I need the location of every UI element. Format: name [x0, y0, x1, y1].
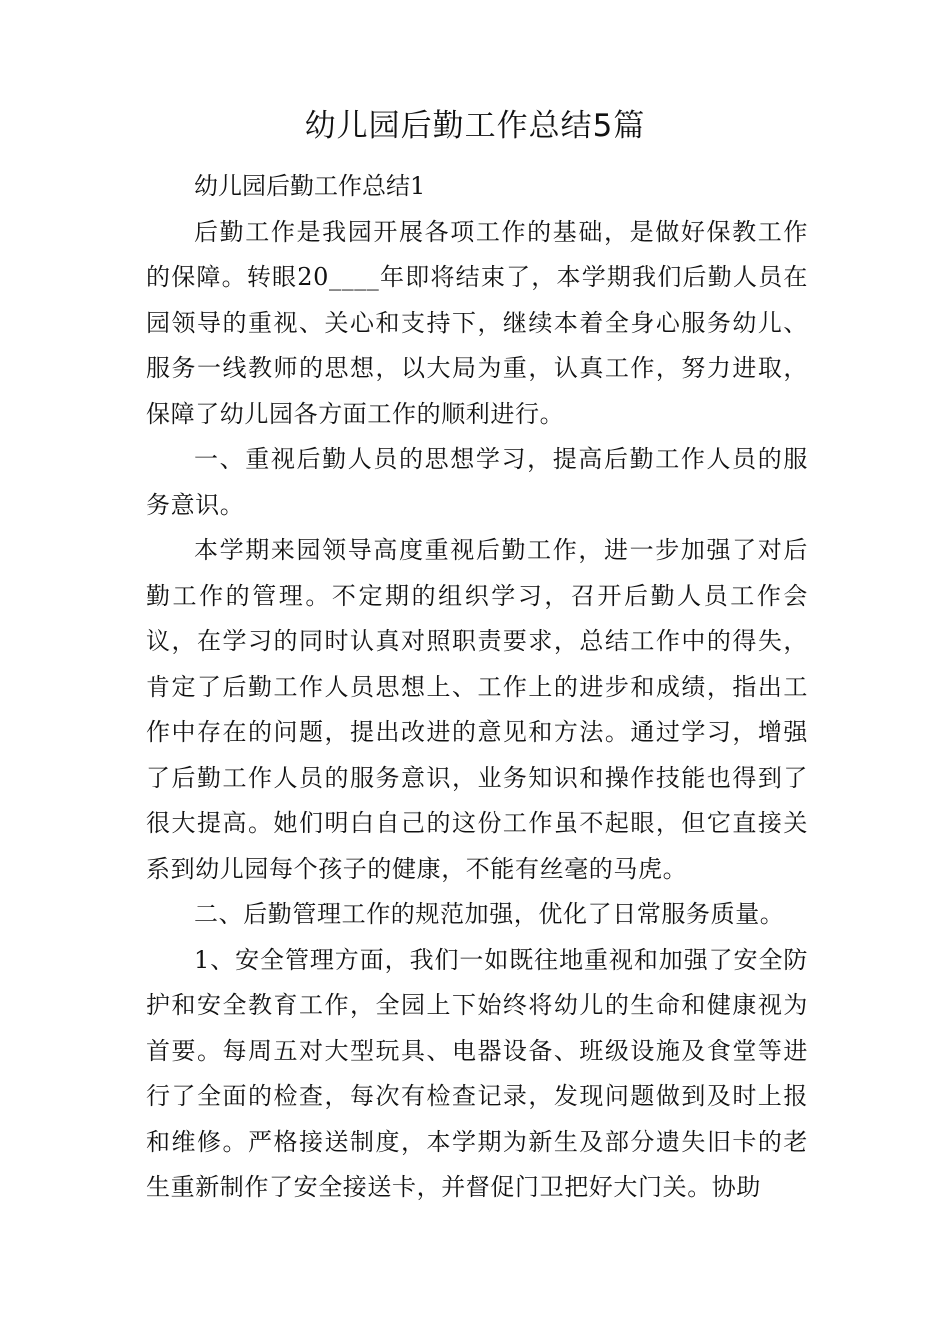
paragraph-intro: 后勤工作是我园开展各项工作的基础，是做好保教工作的保障。转眼20____年即将结束了，本学期我们后勤人员在园领导的重视、关心和支持下，继续本着全身心服务幼儿、服务一线教师的思想，以大局为重，认真工作，努力进取，保障了幼儿园各方面工作的顺利进行。: [146, 217, 808, 428]
paragraph-safety: 1、安全管理方面，我们一如既往地重视和加强了安全防护和安全教育工作，全园上下始终将幼儿的生命和健康视为首要。每周五对大型玩具、电器设备、班级设施及食堂等进行了全面的检查，每次有检查记录，发现问题做到及时上报和维修。严格接送制度，本学期为新生及部分遗失旧卡的老生重新制作了安全接送卡，并督促门卫把好大门关。协助: [146, 945, 808, 1201]
section-heading: 幼儿园后勤工作总结1: [194, 172, 426, 200]
document-title: 幼儿园后勤工作总结5篇: [304, 108, 646, 144]
paragraph-study: 本学期来园领导高度重视后勤工作，进一步加强了对后勤工作的管理。不定期的组织学习，召开后勤人员工作会议，在学习的同时认真对照职责要求，总结工作中的得失，肯定了后勤工作人员思想上、工作上的进步和成绩，指出工作中存在的问题，提出改进的意见和方法。通过学习，增强了后勤工作人员的服务意识，业务知识和操作技能也得到了很大提高。她们明白自己的这份工作虽不起眼，但它直接关系到幼儿园每个孩子的健康，不能有丝毫的马虎。: [146, 536, 808, 883]
paragraph-heading-two: 二、后勤管理工作的规范加强，优化了日常服务质量。: [194, 900, 785, 928]
paragraph-heading-one: 一、重视后勤人员的思想学习，提高后勤工作人员的服务意识。: [146, 445, 808, 519]
document-body: [146, 164, 808, 1211]
